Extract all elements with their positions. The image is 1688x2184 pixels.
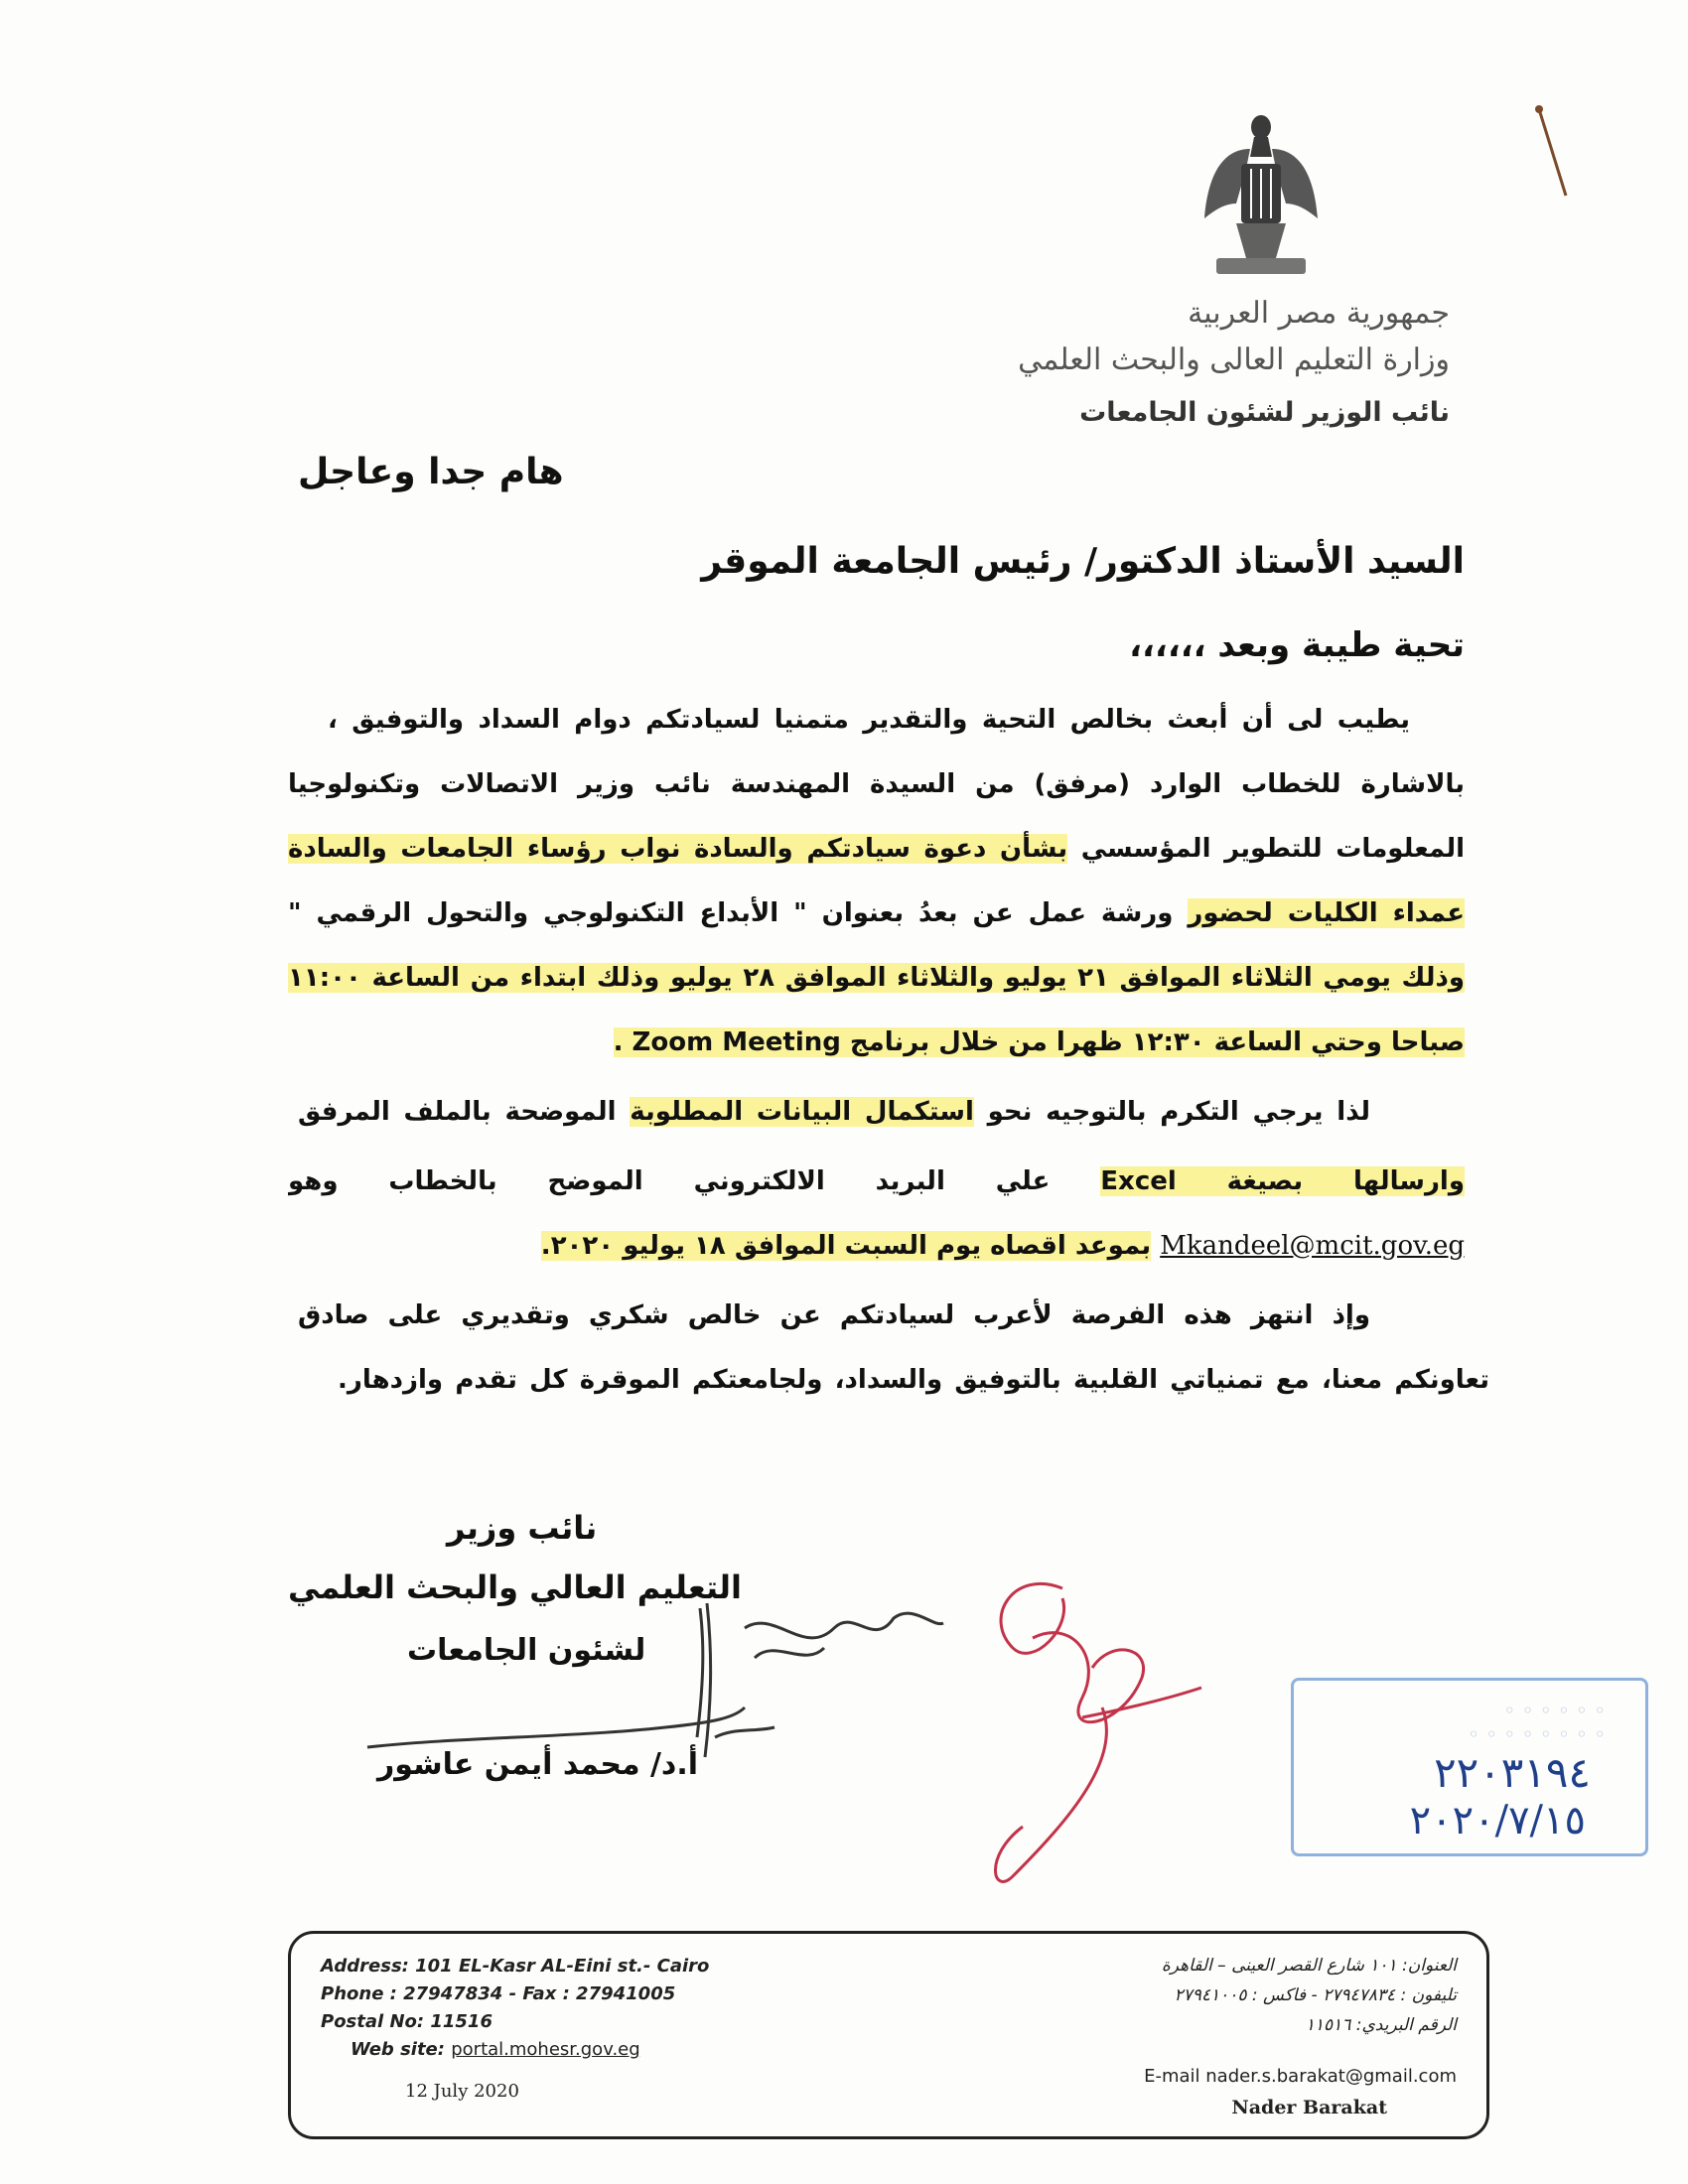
footer-address-en: Address: 101 EL-Kasr AL-Eini st.- Cairo: [321, 1956, 710, 1977]
signature-title-3: لشئون الجامعات: [407, 1633, 646, 1668]
highlight: بموعد اقصاه يوم السبت الموافق ١٨ يوليو ٢٠٢٠.: [540, 1231, 1152, 1261]
header-office: نائب الوزير لشئون الجامعات: [1079, 397, 1450, 428]
footer-website: [351, 2039, 640, 2060]
footer-phone-en: Phone : 27947834 - Fax : 27941005: [321, 1983, 676, 2004]
footer-address-ar: العنوان: ١٠١ شارع القصر العينى – القاهرة: [1161, 1956, 1457, 1976]
urgent-label: هام جدا وعاجل: [298, 452, 564, 492]
body-line-2: بالاشارة للخطاب الوارد (مرفق) من السيدة المهندسة نائب وزير الاتصالات وتكنولوجيا: [288, 769, 1465, 799]
signatory-name: أ.د/ محمد أيمن عاشور: [377, 1747, 698, 1782]
footer-web-link[interactable]: portal.mohesr.gov.eg: [451, 2039, 640, 2060]
body-line-5: [288, 948, 1465, 1008]
body-line-9: [516, 1216, 1465, 1276]
signature-title-2: التعليم العالي والبحث العلمي: [288, 1569, 743, 1606]
body-line-11: تعاونكم معنا، مع تمنياتي القلبية بالتوفيق والسداد، ولجامعتكم الموقرة كل تقدم وازدهار.: [338, 1365, 1489, 1395]
footer-phone-ar: تليفون : ٢٧٩٤٧٨٣٤ - فاكس : ٢٧٩٤١٠٠٥: [1174, 1985, 1457, 2005]
highlight: عمداء الكليات لحضور: [1188, 898, 1465, 928]
stamp-number: ٢٢٠٣١٩٤: [1434, 1748, 1591, 1797]
footer-date: 12 July 2020: [405, 2081, 519, 2102]
body-line-1: يطيب لى أن أبعث بخالص التحية والتقدير متمنيا لسيادتكم دوام السداد والتوفيق ،: [328, 705, 1410, 735]
header-ministry: وزارة التعليم العالى والبحث العلمي: [1018, 342, 1450, 377]
body-line-6: [288, 1013, 1465, 1072]
body-line-8: وارسالها بصيغة Excel علي البريد الالكتروني الموضح بالخطاب وهو: [288, 1166, 1465, 1196]
footer-email[interactable]: E-mail nader.s.barakat@gmail.com: [1144, 2066, 1457, 2087]
handwritten-signature-icon: [338, 1588, 953, 1777]
header-country: جمهورية مصر العربية: [1188, 296, 1450, 331]
highlight: صباحا وحتي الساعة ١٢:٣٠ ظهرا من خلال برنامج Zoom Meeting .: [613, 1027, 1465, 1057]
footer-postal-en: Postal No: 11516: [321, 2011, 492, 2032]
red-signature-icon: [953, 1559, 1211, 1906]
body-line-10: وإذ انتهز هذه الفرصة لأعرب لسيادتكم عن خالص شكري وتقديري على صادق: [298, 1300, 1370, 1330]
footer-web-label: Web site:: [351, 2039, 452, 2060]
email-link[interactable]: Mkandeel@mcit.gov.eg: [1160, 1231, 1465, 1261]
body-line-4: عمداء الكليات لحضور ورشة عمل عن بعدُ بعنوان " الأبداع التكنولوجي والتحول الرقمي ": [288, 898, 1465, 928]
footer-box: [288, 1931, 1489, 2139]
signature-title-1: نائب وزير: [447, 1509, 598, 1547]
stamp-faint-text: ◦ ◦ ◦ ◦ ◦ ◦: [1503, 1699, 1606, 1722]
registry-stamp: [1291, 1678, 1648, 1856]
body-line-3: المعلومات للتطوير المؤسسي بشأن دعوة سيادتكم والسادة نواب رؤساء الجامعات والسادة: [288, 834, 1465, 864]
stamp-faint-text: ◦ ◦ ◦ ◦ ◦ ◦ ◦ ◦: [1468, 1722, 1606, 1746]
highlight: وارسالها بصيغة Excel: [1100, 1166, 1465, 1196]
footer-name: Nader Barakat: [1231, 2097, 1387, 2118]
addressee-line: السيد الأستاذ الدكتور/ رئيس الجامعة الموقر: [701, 541, 1465, 582]
footer-postal-ar: الرقم البريدي: ١١٥١٦: [1305, 2015, 1457, 2035]
pen-mark-icon: [1534, 104, 1574, 204]
body-line-7: لذا يرجي التكرم بالتوجيه نحو استكمال البيانات المطلوبة الموضحة بالملف المرفق: [298, 1097, 1370, 1127]
highlight: بشأن دعوة سيادتكم والسادة نواب رؤساء الجامعات والسادة: [288, 834, 1068, 864]
highlight: استكمال البيانات المطلوبة: [630, 1097, 974, 1127]
stamp-date: ٢٠٢٠/٧/١٥: [1409, 1798, 1586, 1843]
highlight: وذلك يومي الثلاثاء الموافق ٢١ يوليو والثلاثاء الموافق ٢٨ يوليو وذلك ابتداء من الساعة ١١:٠٠: [288, 963, 1465, 993]
eagle-emblem-icon: [1196, 109, 1326, 283]
greeting-line: تحية طيبة وبعد ،،،،،،: [1129, 625, 1465, 665]
